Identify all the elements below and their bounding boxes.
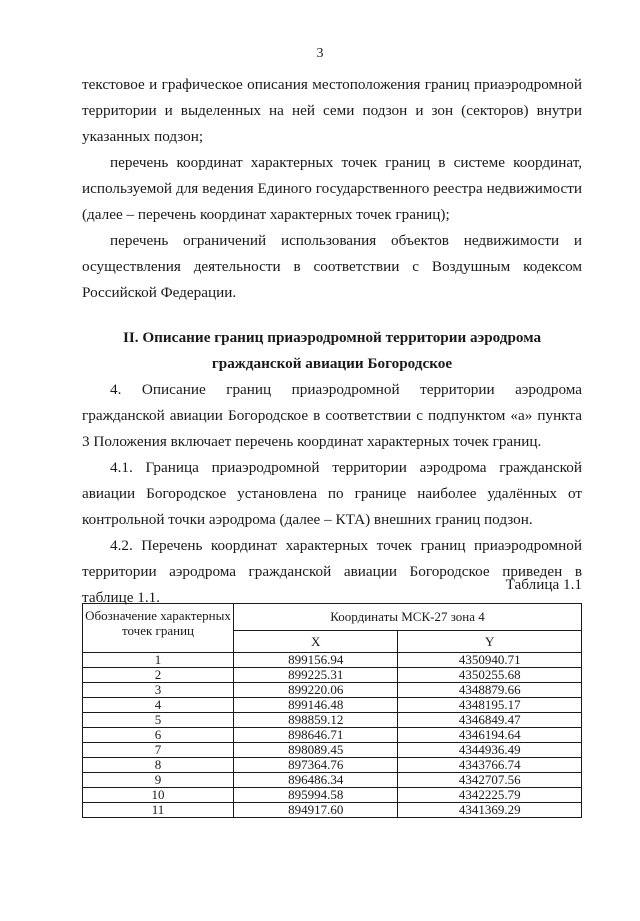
paragraph-item-4: 4. Описание границ приаэродромной территории аэродрома гражданской авиации Богородское в соответствии с подпунктом «а» пункта 3 Положения включает перечень координат характерных точек границ.: [82, 381, 582, 450]
cell-y: 4346194.64: [398, 728, 582, 743]
cell-x: 898089.45: [234, 743, 398, 758]
table-row: [83, 788, 582, 803]
cell-y: 4346849.47: [398, 713, 582, 728]
paragraph-item-4-1: 4.1. Граница приаэродромной территории аэродрома гражданской авиации Богородское установлена по границе наиболее удалённых от контрольной точки аэродрома (далее – КТА) внешних границ подзон.: [82, 459, 582, 528]
cell-point-number: 3: [83, 683, 234, 698]
cell-x: 896486.34: [234, 773, 398, 788]
cell-point-number: 1: [83, 653, 234, 668]
cell-y: 4341369.29: [398, 803, 582, 818]
table-row: [83, 668, 582, 683]
table-row: [83, 713, 582, 728]
paragraph-coordinates-list: перечень координат характерных точек границ в системе координат, используемой для ведения Единого государственного реестра недвижимости (далее – перечень координат характерных точек границ);: [82, 154, 582, 223]
table-row: [83, 758, 582, 773]
table-row: [83, 803, 582, 818]
table-row: [83, 743, 582, 758]
section-heading-line1: II. Описание границ приаэродромной территории аэродрома: [122, 329, 542, 346]
cell-point-number: 7: [83, 743, 234, 758]
cell-x: 898646.71: [234, 728, 398, 743]
cell-point-number: 10: [83, 788, 234, 803]
cell-y: 4344936.49: [398, 743, 582, 758]
table-body: [83, 653, 582, 818]
cell-point-number: 9: [83, 773, 234, 788]
cell-x: 894917.60: [234, 803, 398, 818]
table-row: [83, 773, 582, 788]
table-caption: Таблица 1.1: [505, 576, 582, 593]
cell-x: 899156.94: [234, 653, 398, 668]
cell-point-number: 11: [83, 803, 234, 818]
header-coordinates: Координаты МСК-27 зона 4: [234, 604, 582, 631]
paragraph-restrictions-list: перечень ограничений использования объектов недвижимости и осуществления деятельности в соответствии с Воздушным кодексом Российской Федерации.: [82, 232, 582, 301]
paragraph-text-description: текстовое и графическое описания местоположения границ приаэродромной территории и выделенных на ней семи подзон и зон (секторов) внутри указанных подзон;: [82, 76, 582, 145]
cell-y: 4343766.74: [398, 758, 582, 773]
table-row: [83, 698, 582, 713]
header-x: X: [234, 631, 398, 653]
section-heading-line2: гражданской авиации Богородское: [211, 355, 453, 372]
cell-x: 895994.58: [234, 788, 398, 803]
paragraph-item-4-2: 4.2. Перечень координат характерных точек границ приаэродромной территории аэродрома гражданской авиации Богородское приведен в таблице 1.1.: [82, 537, 582, 606]
cell-x: 898859.12: [234, 713, 398, 728]
table-row: [83, 683, 582, 698]
table-row: [83, 728, 582, 743]
cell-point-number: 8: [83, 758, 234, 773]
cell-y: 4348879.66: [398, 683, 582, 698]
cell-point-number: 5: [83, 713, 234, 728]
header-y: Y: [398, 631, 582, 653]
table-row: [83, 653, 582, 668]
cell-y: 4342225.79: [398, 788, 582, 803]
cell-x: 899146.48: [234, 698, 398, 713]
cell-x: 899225.31: [234, 668, 398, 683]
cell-point-number: 4: [83, 698, 234, 713]
header-point-name: Обозначение характерных точек границ: [83, 604, 234, 653]
coordinates-table: [82, 603, 582, 818]
cell-point-number: 2: [83, 668, 234, 683]
cell-x: 897364.76: [234, 758, 398, 773]
page-number: 3: [316, 46, 324, 61]
cell-point-number: 6: [83, 728, 234, 743]
cell-x: 899220.06: [234, 683, 398, 698]
cell-y: 4350255.68: [398, 668, 582, 683]
cell-y: 4350940.71: [398, 653, 582, 668]
cell-y: 4348195.17: [398, 698, 582, 713]
cell-y: 4342707.56: [398, 773, 582, 788]
